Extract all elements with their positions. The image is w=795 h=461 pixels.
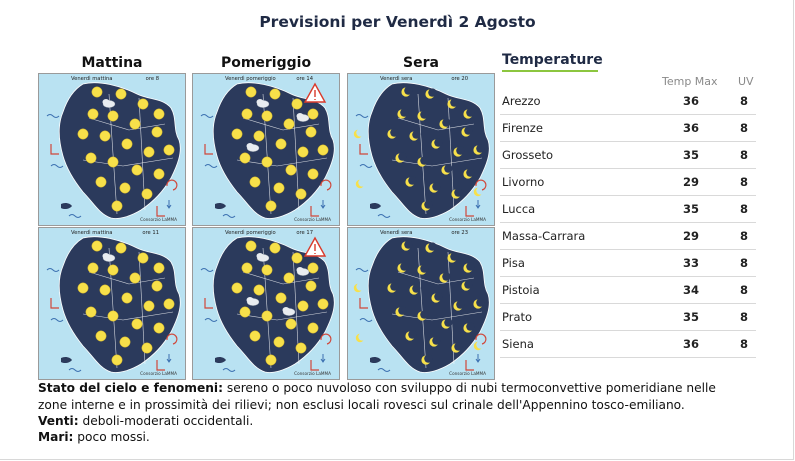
city-name: Lucca [502,202,536,216]
uv-index: 8 [739,94,748,108]
max-temp: 36 [682,94,699,108]
wind-label: Venti: [38,414,79,428]
sun-icon [250,331,260,341]
sky-text-line1: sereno o poco nuvoloso con sviluppo di nubi termoconvettive pomeridiane nelle [222,381,716,395]
sun-icon [286,319,296,329]
sky-description-cont [38,397,685,414]
temperature-row [500,114,756,142]
sun-icon [164,299,174,309]
map-period-label: Venerdì mattina [71,76,113,82]
sun-icon [154,323,164,333]
map-period-label: Venerdì pomeriggio [225,76,276,82]
sun-icon [138,253,148,263]
sun-icon [246,87,256,97]
sky-text-line2: zone interne e in prossimità dei rilievi; non esclusi locali rovesci sul crinale dell'Appennino tosco-emiliano. [38,398,685,412]
sun-icon [254,131,264,141]
sun-icon [306,127,316,137]
uv-header: UV [738,75,754,88]
temperature-row [500,87,756,115]
sun-icon [88,109,98,119]
sun-icon [138,99,148,109]
city-name: Siena [502,337,534,351]
uv-index: 8 [739,121,748,135]
sun-icon [100,131,110,141]
sun-icon [276,139,286,149]
sun-icon [86,307,96,317]
city-name: Prato [502,310,533,324]
sun-icon [292,99,302,109]
column-heading-mattina: Mattina [81,55,143,71]
temp-max-header: Temp Max [662,75,718,88]
tuscany-map-graphic [193,228,339,379]
tuscany-map-graphic [39,74,185,225]
city-name: Grosseto [502,148,554,162]
max-temp: 29 [682,229,699,243]
uv-index: 8 [739,148,748,162]
map-credit: Consorzio LaMMA [449,217,486,222]
sun-icon [240,307,250,317]
sun-icon [120,183,130,193]
city-name: Pistoia [502,283,540,297]
sun-icon [232,129,242,139]
map-hour-label: ore 14 [296,76,313,82]
temperature-row [500,195,756,223]
sun-icon [78,129,88,139]
sun-icon [284,119,294,129]
map-hour-label: ore 8 [145,76,159,82]
sun-icon [274,183,284,193]
forecast-map[interactable] [347,227,495,380]
sun-icon [116,243,126,253]
uv-index: 8 [739,337,748,351]
sun-icon [108,157,118,167]
page-title: Previsioni per Venerdì 2 Agosto [259,13,536,31]
column-heading-sera: Sera [403,55,439,71]
city-name: Pisa [502,256,525,270]
sun-icon [308,263,318,273]
map-credit: Consorzio LaMMA [140,371,177,376]
sun-icon [318,299,328,309]
sea-description [38,429,150,446]
sun-icon [144,147,154,157]
column-heading-pomeriggio: Pomeriggio [220,55,312,71]
map-hour-label: ore 20 [451,76,468,82]
map-period-label: Venerdì mattina [71,230,113,236]
map-hour-label: ore 23 [451,230,468,236]
sun-icon [120,337,130,347]
sun-icon [88,263,98,273]
uv-index: 8 [739,175,748,189]
map-credit: Consorzio LaMMA [294,217,331,222]
sun-icon [142,189,152,199]
uv-index: 8 [739,229,748,243]
map-period-label: Venerdì pomeriggio [225,230,276,236]
max-temp: 35 [682,148,699,162]
sun-icon [246,241,256,251]
sun-icon [262,157,272,167]
temperature-title: Temperature [502,52,603,68]
sun-icon [112,201,122,211]
sun-icon [142,343,152,353]
sky-label: Stato del cielo e fenomeni: [38,381,223,395]
max-temp: 29 [682,175,699,189]
wind-text: deboli-moderati occidentali. [78,414,254,428]
uv-index: 8 [739,256,748,270]
tuscany-map-graphic [193,74,339,225]
sun-icon [122,293,132,303]
max-temp: 35 [682,202,699,216]
sun-icon [108,111,118,121]
temperature-row [500,276,756,304]
sun-icon [306,281,316,291]
tuscany-map-graphic [39,228,185,379]
city-name: Firenze [502,121,543,135]
sun-icon [262,111,272,121]
temperature-row [500,330,756,358]
forecast-map[interactable] [192,227,340,380]
sun-icon [298,301,308,311]
wind-description [38,413,253,430]
sea-text: poco mossi. [73,430,150,444]
sky-description [38,380,716,397]
sun-icon [108,311,118,321]
city-name: Massa-Carrara [502,229,586,243]
sea-label: Mari: [38,430,74,444]
max-temp: 36 [682,121,699,135]
sun-icon [86,153,96,163]
sun-icon [152,127,162,137]
sun-icon [242,263,252,273]
forecast-map[interactable] [347,73,495,226]
sun-icon [122,139,132,149]
max-temp: 36 [682,337,699,351]
sun-icon [116,89,126,99]
sun-icon [286,165,296,175]
sun-icon [254,285,264,295]
sun-icon [270,89,280,99]
sun-icon [96,331,106,341]
max-temp: 33 [682,256,699,270]
sun-icon [308,109,318,119]
sun-icon [132,319,142,329]
sun-icon [144,301,154,311]
sun-icon [266,201,276,211]
sun-icon [262,311,272,321]
map-period-label: Venerdì sera [380,230,413,236]
sun-icon [96,177,106,187]
max-temp: 35 [682,310,699,324]
map-hour-label: ore 17 [296,230,313,236]
sun-icon [100,285,110,295]
map-credit: Consorzio LaMMA [449,371,486,376]
sun-icon [262,265,272,275]
sun-icon [232,283,242,293]
tuscany-map-graphic [348,228,494,379]
city-name: Arezzo [502,94,541,108]
sun-icon [284,273,294,283]
sun-icon [132,165,142,175]
sun-icon [108,265,118,275]
sun-icon [152,281,162,291]
city-name: Livorno [502,175,545,189]
sun-icon [266,355,276,365]
sun-icon [296,189,306,199]
sun-icon [274,337,284,347]
temperature-row [500,303,756,331]
map-credit: Consorzio LaMMA [294,371,331,376]
sun-icon [92,87,102,97]
map-hour-label: ore 11 [142,230,159,236]
sun-icon [292,253,302,263]
temperature-row [500,168,756,196]
sun-icon [78,283,88,293]
sun-icon [296,343,306,353]
tuscany-map-graphic [348,74,494,225]
sun-icon [276,293,286,303]
sun-icon [112,355,122,365]
forecast-map[interactable] [192,73,340,226]
max-temp: 34 [682,283,699,297]
uv-index: 8 [739,310,748,324]
forecast-map[interactable] [38,227,186,380]
sun-icon [92,241,102,251]
sun-icon [130,273,140,283]
temperature-row [500,141,756,169]
sun-icon [250,177,260,187]
temperature-row [500,249,756,277]
sun-icon [240,153,250,163]
sun-icon [318,145,328,155]
sun-icon [154,169,164,179]
map-credit: Consorzio LaMMA [140,217,177,222]
uv-index: 8 [739,202,748,216]
temperature-title-underline [502,70,598,72]
sun-icon [164,145,174,155]
sun-icon [308,169,318,179]
sun-icon [242,109,252,119]
sun-icon [308,323,318,333]
sun-icon [130,119,140,129]
temperature-row [500,222,756,250]
sun-icon [298,147,308,157]
forecast-map[interactable] [38,73,186,226]
map-period-label: Venerdì sera [380,76,413,82]
uv-index: 8 [739,283,748,297]
sun-icon [270,243,280,253]
sun-icon [154,109,164,119]
sun-icon [154,263,164,273]
